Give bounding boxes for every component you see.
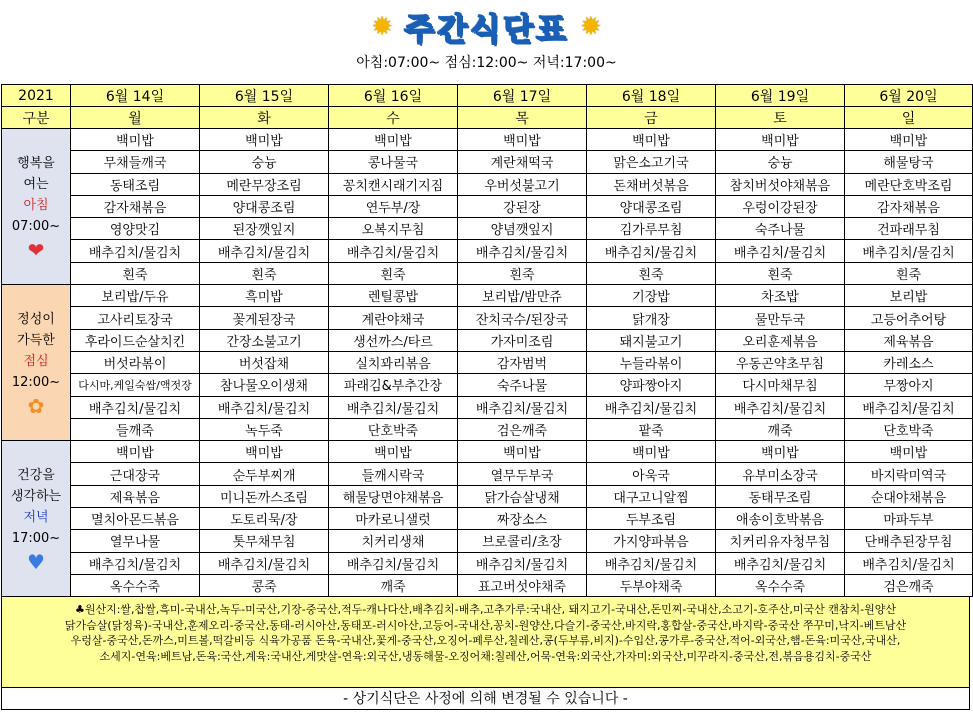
menu-cell: 양대콩조림 xyxy=(200,195,329,217)
menu-cell: 동태무조림 xyxy=(716,485,845,507)
menu-cell: 가지양파볶음 xyxy=(587,530,716,552)
menu-cell: 계란채떡국 xyxy=(458,151,587,173)
menu-cell: 바지락미역국 xyxy=(845,463,973,485)
section-label-line: 정성이 xyxy=(17,311,55,327)
menu-cell: 배추김치/물김치 xyxy=(716,552,845,574)
menu-cell: 대구고니알찜 xyxy=(587,485,716,507)
menu-cell: 간장소불고기 xyxy=(200,329,329,351)
menu-cell: 닭가슴살냉채 xyxy=(458,485,587,507)
day-cell: 토 xyxy=(716,107,845,129)
menu-cell: 연두부/장 xyxy=(329,195,458,217)
menu-cell: 마파두부 xyxy=(845,508,973,530)
menu-cell: 보리밥/밤만쥬 xyxy=(458,285,587,307)
menu-cell: 흰죽 xyxy=(587,262,716,284)
menu-cell: 파래김&부추간장 xyxy=(329,374,458,396)
menu-cell: 후라이드순살치킨 xyxy=(71,329,200,351)
menu-cell: 흰죽 xyxy=(329,262,458,284)
menu-cell: 다시마,케일숙쌈/액젓장 xyxy=(71,374,200,396)
menu-cell: 양대콩조림 xyxy=(587,195,716,217)
meal-time: 07:00~ xyxy=(11,218,61,234)
section-label-line: 여는 xyxy=(23,176,49,192)
menu-cell: 계란야채국 xyxy=(329,307,458,329)
menu-row xyxy=(2,218,973,240)
menu-cell: 배추김치/물김치 xyxy=(845,396,973,418)
menu-row xyxy=(2,396,973,418)
menu-cell: 백미밥 xyxy=(329,441,458,463)
menu-cell: 흰죽 xyxy=(458,262,587,284)
menu-cell: 배추김치/물김치 xyxy=(200,552,329,574)
date-cell: 6월 15일 xyxy=(200,85,329,107)
menu-cell: 애송이호박볶음 xyxy=(716,508,845,530)
menu-cell: 단호박죽 xyxy=(845,418,973,440)
label-cell: 구분 xyxy=(2,107,71,129)
menu-cell: 흰죽 xyxy=(845,262,973,284)
menu-row xyxy=(2,508,973,530)
menu-cell: 두부야채죽 xyxy=(587,574,716,596)
menu-row xyxy=(2,307,973,329)
menu-cell: 단배추된장무침 xyxy=(845,530,973,552)
menu-cell: 배추김치/물김치 xyxy=(845,240,973,262)
menu-cell: 참나물오이생채 xyxy=(200,374,329,396)
menu-cell: 고등어추어탕 xyxy=(845,307,973,329)
origin-info xyxy=(1,596,970,688)
meal-name: 아침 xyxy=(23,197,49,213)
menu-cell: 꽁치캔시래기지짐 xyxy=(329,173,458,195)
menu-row xyxy=(2,485,973,507)
page-header xyxy=(0,0,973,84)
menu-row xyxy=(2,262,973,284)
menu-row xyxy=(2,374,973,396)
menu-cell: 차조밥 xyxy=(716,285,845,307)
menu-cell: 두부조림 xyxy=(587,508,716,530)
day-cell: 수 xyxy=(329,107,458,129)
menu-cell: 오복지무침 xyxy=(329,218,458,240)
menu-cell: 백미밥 xyxy=(716,129,845,151)
menu-cell: 옥수수죽 xyxy=(716,574,845,596)
menu-cell: 미니돈까스조림 xyxy=(200,485,329,507)
flower-icon: ♥ xyxy=(27,549,45,574)
section-label-line: 생각하는 xyxy=(10,488,62,504)
menu-row xyxy=(2,441,973,463)
menu-cell: 메란무장조림 xyxy=(200,173,329,195)
section-label-line: 건강을 xyxy=(17,467,55,483)
menu-cell: 버섯잡채 xyxy=(200,351,329,373)
menu-cell: 아욱국 xyxy=(587,463,716,485)
origin-line: 닭가슴살(닭정육)-국내산,훈제오리-중국산,동태-러시아산,동태포-러시아산,고등어-국내산,꽁치-원양산,다슬기-중국산,바지락,홍합살-중국산,바지락-중국산 쭈꾸미,낙지-베트남산 xyxy=(64,618,907,632)
menu-row xyxy=(2,530,973,552)
menu-cell: 배추김치/물김치 xyxy=(587,240,716,262)
menu-cell: 배추김치/물김치 xyxy=(71,552,200,574)
lunch-section-label xyxy=(2,285,71,441)
day-row xyxy=(2,107,973,129)
menu-cell: 우렁이강된장 xyxy=(716,195,845,217)
menu-cell: 톳무채무침 xyxy=(200,530,329,552)
breakfast-section-label xyxy=(2,129,71,285)
menu-cell: 흰죽 xyxy=(716,262,845,284)
menu-cell: 제육볶음 xyxy=(71,485,200,507)
menu-cell: 백미밥 xyxy=(200,441,329,463)
year-cell: 2021 xyxy=(2,85,71,107)
menu-cell: 배추김치/물김치 xyxy=(200,240,329,262)
menu-cell: 배추김치/물김치 xyxy=(329,240,458,262)
menu-cell: 김가루무침 xyxy=(587,218,716,240)
section-label-line: 행복을 xyxy=(17,155,55,171)
menu-cell: 배추김치/물김치 xyxy=(458,396,587,418)
page-title: 주간식단표 xyxy=(404,12,569,48)
menu-cell: 검은깨죽 xyxy=(845,574,973,596)
menu-cell: 해물탕국 xyxy=(845,151,973,173)
menu-cell: 꽃게된장국 xyxy=(200,307,329,329)
menu-cell: 닭개장 xyxy=(587,307,716,329)
menu-cell: 순두부찌개 xyxy=(200,463,329,485)
sunflower-icon: ✹ xyxy=(579,11,602,42)
menu-cell: 고사리토장국 xyxy=(71,307,200,329)
menu-cell: 배추김치/물김치 xyxy=(845,552,973,574)
menu-cell: 기장밥 xyxy=(587,285,716,307)
menu-cell: 배추김치/물김치 xyxy=(200,396,329,418)
menu-cell: 열무두부국 xyxy=(458,463,587,485)
menu-cell: 감자채볶음 xyxy=(71,195,200,217)
menu-cell: 흰죽 xyxy=(71,262,200,284)
menu-row xyxy=(2,552,973,574)
menu-cell: 보리밥 xyxy=(845,285,973,307)
origin-line: ♣원산지:쌀,찹쌀,흑미-국내산,녹두-미국산,기장-중국산,적두-캐나다산,배추김치-배추,고추가루:국내산, 돼지고기-국내산,돈민찌-국내산,소고기-호주산,미국산 캔참치-원양산 xyxy=(74,603,896,616)
menu-cell: 녹두죽 xyxy=(200,418,329,440)
flower-icon: ❤ xyxy=(27,237,45,262)
menu-row xyxy=(2,351,973,373)
menu-cell: 누들라볶이 xyxy=(587,351,716,373)
menu-cell: 들깨죽 xyxy=(71,418,200,440)
menu-cell: 옥수수죽 xyxy=(71,574,200,596)
menu-row xyxy=(2,418,973,440)
menu-row xyxy=(2,129,973,151)
day-cell: 월 xyxy=(71,107,200,129)
menu-cell: 우동곤약초무침 xyxy=(716,351,845,373)
menu-cell: 배추김치/물김치 xyxy=(587,552,716,574)
menu-cell: 백미밥 xyxy=(200,129,329,151)
menu-cell: 생선까스/타르 xyxy=(329,329,458,351)
weekly-menu-table xyxy=(1,84,973,597)
menu-cell: 순대야채볶음 xyxy=(845,485,973,507)
menu-cell: 배추김치/물김치 xyxy=(329,552,458,574)
menu-cell: 돼지불고기 xyxy=(587,329,716,351)
menu-cell: 숭늉 xyxy=(200,151,329,173)
date-cell: 6월 14일 xyxy=(71,85,200,107)
menu-cell: 짜장소스 xyxy=(458,508,587,530)
menu-cell: 백미밥 xyxy=(716,441,845,463)
day-cell: 금 xyxy=(587,107,716,129)
menu-cell: 렌틸콩밥 xyxy=(329,285,458,307)
menu-cell: 실치꽈리볶음 xyxy=(329,351,458,373)
menu-row xyxy=(2,173,973,195)
menu-cell: 동태조림 xyxy=(71,173,200,195)
menu-cell: 참치버섯야채볶음 xyxy=(716,173,845,195)
menu-cell: 백미밥 xyxy=(458,441,587,463)
flower-icon: ✿ xyxy=(27,393,45,418)
menu-cell: 마카로니샐럿 xyxy=(329,508,458,530)
menu-row xyxy=(2,240,973,262)
menu-cell: 가자미조림 xyxy=(458,329,587,351)
menu-row xyxy=(2,151,973,173)
menu-cell: 백미밥 xyxy=(845,441,973,463)
menu-cell: 영양맛김 xyxy=(71,218,200,240)
menu-cell: 유부미소장국 xyxy=(716,463,845,485)
menu-row xyxy=(2,285,973,307)
menu-cell: 버섯라볶이 xyxy=(71,351,200,373)
menu-cell: 배추김치/물김치 xyxy=(587,396,716,418)
menu-cell: 배추김치/물김치 xyxy=(329,396,458,418)
menu-cell: 물만두국 xyxy=(716,307,845,329)
date-cell: 6월 18일 xyxy=(587,85,716,107)
menu-cell: 무채들깨국 xyxy=(71,151,200,173)
date-cell: 6월 17일 xyxy=(458,85,587,107)
menu-cell: 백미밥 xyxy=(587,441,716,463)
menu-cell: 열무나물 xyxy=(71,530,200,552)
menu-cell: 배추김치/물김치 xyxy=(71,396,200,418)
menu-cell: 숙주나물 xyxy=(716,218,845,240)
menu-cell: 콩나물국 xyxy=(329,151,458,173)
menu-cell: 배추김치/물김치 xyxy=(458,552,587,574)
date-row xyxy=(2,85,973,107)
menu-cell: 멸치아몬드볶음 xyxy=(71,508,200,530)
menu-cell: 배추김치/물김치 xyxy=(716,240,845,262)
menu-cell: 카레소스 xyxy=(845,351,973,373)
menu-cell: 보리밥/두유 xyxy=(71,285,200,307)
menu-cell: 해물당면야채볶음 xyxy=(329,485,458,507)
section-label-line: 가득한 xyxy=(17,332,55,348)
menu-cell: 단호박죽 xyxy=(329,418,458,440)
menu-cell: 흑미밥 xyxy=(200,285,329,307)
menu-cell: 숙주나물 xyxy=(458,374,587,396)
menu-cell: 검은깨죽 xyxy=(458,418,587,440)
menu-cell: 다시마채무침 xyxy=(716,374,845,396)
menu-row xyxy=(2,195,973,217)
menu-cell: 깨죽 xyxy=(716,418,845,440)
day-cell: 화 xyxy=(200,107,329,129)
menu-cell: 배추김치/물김치 xyxy=(716,396,845,418)
menu-cell: 백미밥 xyxy=(845,129,973,151)
menu-cell: 오리훈제볶음 xyxy=(716,329,845,351)
menu-cell: 맑은소고기국 xyxy=(587,151,716,173)
menu-cell: 백미밥 xyxy=(329,129,458,151)
menu-cell: 치커리유자청무침 xyxy=(716,530,845,552)
menu-cell: 감자범벅 xyxy=(458,351,587,373)
dinner-section-label xyxy=(2,441,71,597)
origin-line: 소세지-연육:베트남,돈육:국산,계육:국내산,게맛살-연육:외국산,냉동해물-오징어채:칠레산,어묵-연육:외국산,가자미:외국산,미꾸라지-중국산,전,볶음용김치-중국산 xyxy=(99,649,872,663)
menu-cell: 무짱아지 xyxy=(845,374,973,396)
menu-row xyxy=(2,329,973,351)
menu-cell: 깨죽 xyxy=(329,574,458,596)
menu-cell: 감자채볶음 xyxy=(845,195,973,217)
menu-cell: 팥죽 xyxy=(587,418,716,440)
menu-row xyxy=(2,463,973,485)
date-cell: 6월 20일 xyxy=(845,85,973,107)
day-cell: 목 xyxy=(458,107,587,129)
menu-cell: 근대장국 xyxy=(71,463,200,485)
menu-cell: 도토리묵/장 xyxy=(200,508,329,530)
meal-times: 아침:07:00~ 점심:12:00~ 저녁:17:00~ xyxy=(356,55,617,71)
menu-cell: 백미밥 xyxy=(71,129,200,151)
title-bar xyxy=(0,4,973,49)
menu-cell: 메란단호박조림 xyxy=(845,173,973,195)
menu-cell: 강된장 xyxy=(458,195,587,217)
date-cell: 6월 16일 xyxy=(329,85,458,107)
menu-cell: 잔치국수/된장국 xyxy=(458,307,587,329)
origin-line: 우렁살-중국산,돈까스,미트볼,떡갈비등 식육가공품 돈육-국내산,꽃게-중국산,오징어-페루산,칠레산,콩(두부류,비지)-수입산,콩가루-중국산,적어-외국산,햄-돈육:미국산,국내산, xyxy=(70,634,901,648)
menu-cell: 콩죽 xyxy=(200,574,329,596)
date-cell: 6월 19일 xyxy=(716,85,845,107)
menu-cell: 들깨시락국 xyxy=(329,463,458,485)
menu-row xyxy=(2,574,973,596)
menu-cell: 돈채버섯볶음 xyxy=(587,173,716,195)
meal-time: 12:00~ xyxy=(11,374,61,390)
menu-cell: 백미밥 xyxy=(71,441,200,463)
menu-cell: 양파짱아지 xyxy=(587,374,716,396)
menu-cell: 배추김치/물김치 xyxy=(71,240,200,262)
meal-time: 17:00~ xyxy=(11,530,61,546)
menu-cell: 흰죽 xyxy=(200,262,329,284)
meal-name: 저녁 xyxy=(23,509,49,525)
menu-cell: 양념깻잎지 xyxy=(458,218,587,240)
menu-cell: 제육볶음 xyxy=(845,329,973,351)
meal-name: 점심 xyxy=(23,353,49,369)
menu-cell: 배추김치/물김치 xyxy=(458,240,587,262)
menu-cell: 치커리생채 xyxy=(329,530,458,552)
footer-note: - 상기식단은 사정에 의해 변경될 수 있습니다 - xyxy=(1,688,970,710)
day-cell: 일 xyxy=(845,107,973,129)
menu-cell: 숭늉 xyxy=(716,151,845,173)
menu-cell: 우버섯불고기 xyxy=(458,173,587,195)
menu-cell: 브로콜리/초장 xyxy=(458,530,587,552)
sunflower-icon: ✹ xyxy=(371,11,394,42)
menu-cell: 백미밥 xyxy=(587,129,716,151)
menu-cell: 된장깻잎지 xyxy=(200,218,329,240)
menu-cell: 백미밥 xyxy=(458,129,587,151)
menu-cell: 표고버섯야채죽 xyxy=(458,574,587,596)
menu-cell: 건파래무침 xyxy=(845,218,973,240)
